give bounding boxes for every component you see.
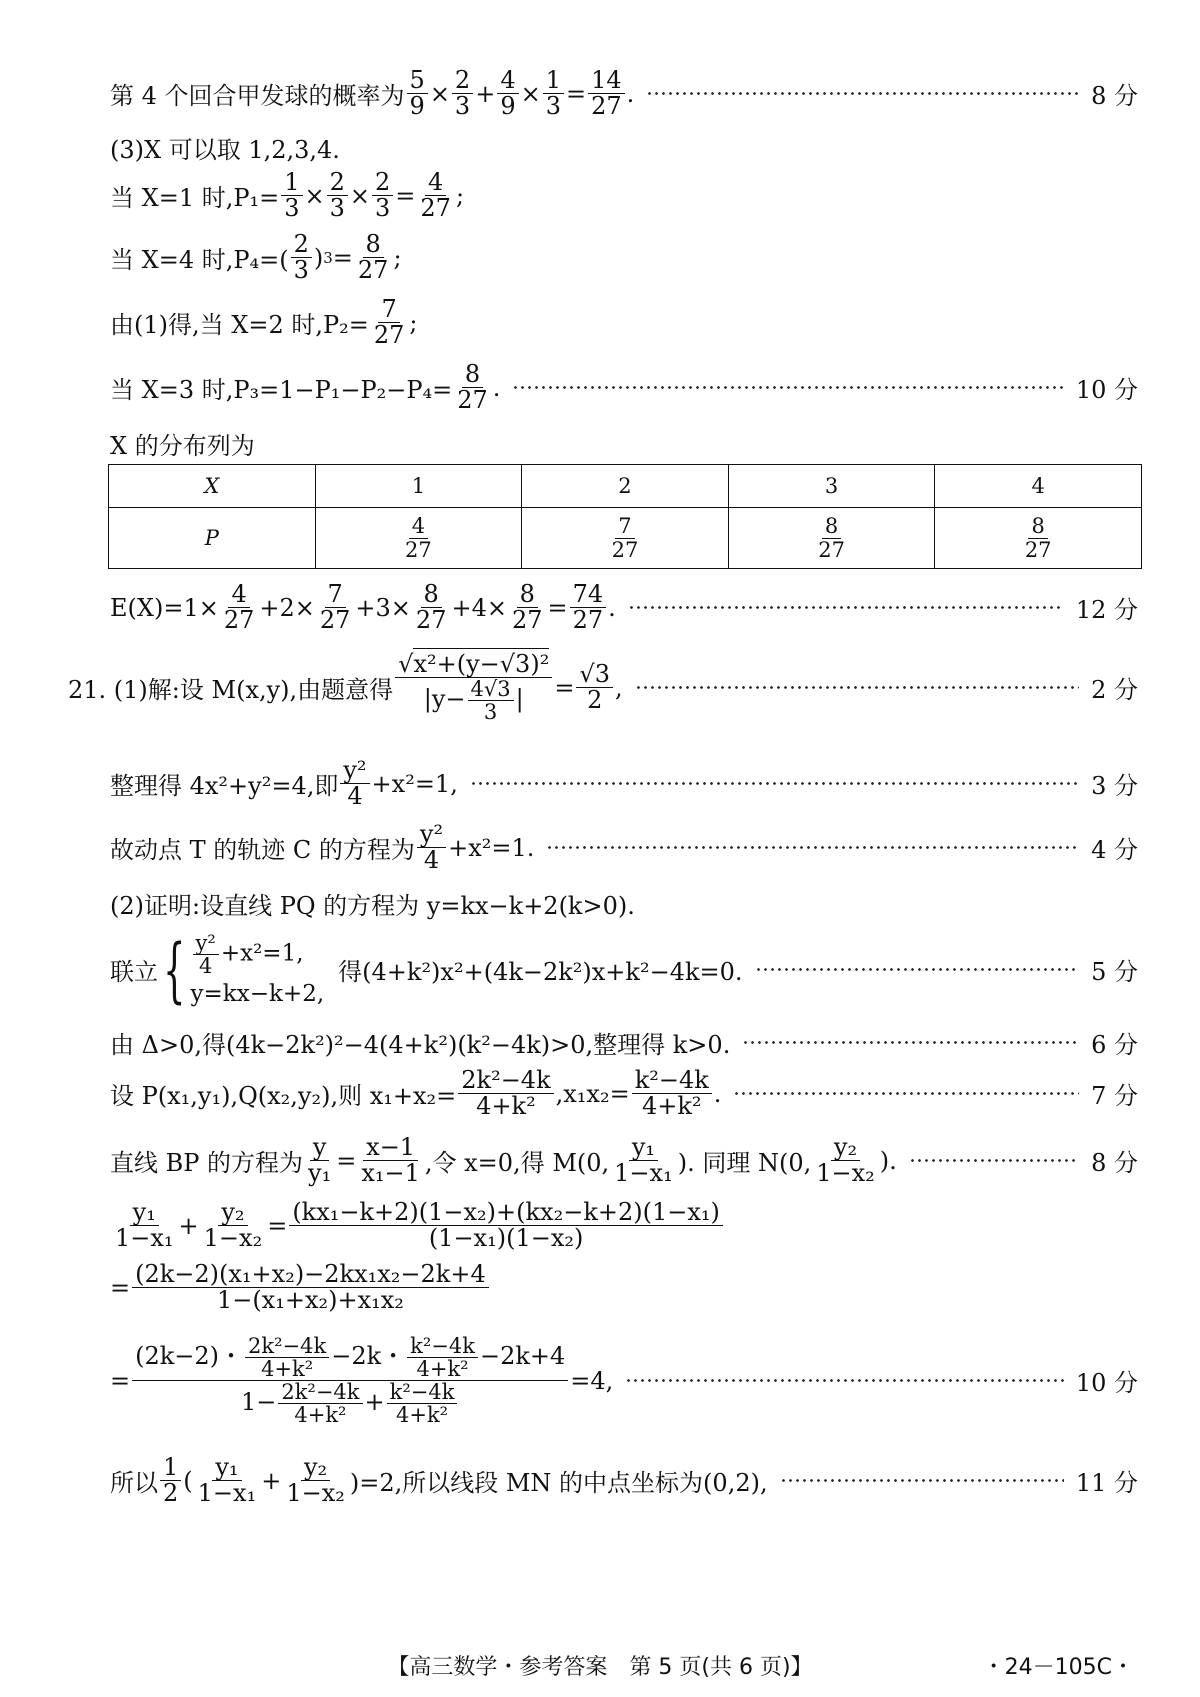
dot-leader [546, 846, 1079, 849]
text: X 的分布列为 [110, 432, 255, 460]
table-cell: 4 [935, 465, 1142, 508]
score: 12 分 [1075, 596, 1138, 625]
score: 10 分 [1075, 1369, 1138, 1398]
score: 10 分 [1075, 376, 1138, 405]
table-cell: $\frac{4}{27}$ [315, 508, 522, 569]
text: 故动点 T 的轨迹 C 的方程为 [110, 836, 415, 865]
line-simplify: 整理得 4x²+y²=4,即 $\frac{\text{y²}}{4}$ +x²=1, 3 分 [110, 756, 1138, 811]
text: 直线 BP 的方程为 [110, 1149, 304, 1178]
fraction: $\frac{1}{3}$ [543, 68, 564, 119]
dot-leader [780, 1479, 1064, 1482]
fraction: √x²+(y−√3)² |y− $\frac{4√3}{3}$ | [395, 652, 552, 723]
score: 4 分 [1091, 836, 1138, 865]
text: ). [879, 1146, 897, 1175]
text: 当 X=1 时,P₁= [110, 184, 280, 213]
distribution-table [108, 464, 1142, 569]
dot-leader [742, 1041, 1079, 1044]
score: 8 分 [1091, 82, 1138, 111]
dot-leader [628, 606, 1064, 609]
line-midpoint: 所以 $\frac{1}{2}$ ( $\frac{\text{y₁}}{\text{1−x₁}}$ + $\frac{\text{y₂}}{\text{1−x₂}}$ )=2,所以线段 MN 的中点坐标为(0,2), 11 分 [110, 1453, 1138, 1508]
dot-leader [470, 782, 1079, 785]
line-q21-part1: 21. (1)解:设 M(x,y),由题意得 √x²+(y−√3)² |y− $\frac{4√3}{3}$ | = $\frac{√3}{2}$ , 2 分 [68, 650, 1138, 725]
text: 由 Δ>0,得(4k−2k²)²−4(4+k²)(k²−4k)>0,整理得 k>0. [110, 1031, 731, 1059]
score: 8 分 [1091, 1149, 1138, 1178]
document-code: ・24－105C・ [982, 1655, 1134, 1680]
text: 21. (1)解:设 M(x,y),由题意得 [68, 676, 394, 705]
text: )=2,所以线段 MN 的中点坐标为(0,2), [349, 1469, 768, 1498]
text: 由(1)得,当 X=2 时,P₂= [110, 311, 369, 340]
table-cell: $\frac{8}{27}$ [935, 508, 1142, 569]
text: ,x₁x₂= [555, 1079, 630, 1108]
table-cell: $\frac{8}{27}$ [728, 508, 935, 569]
dot-leader [909, 1159, 1079, 1162]
fraction: $\frac{4}{9}$ [497, 68, 518, 119]
text: 设 P(x₁,y₁),Q(x₂,y₂),则 x₁+x₂= [110, 1082, 457, 1111]
page-footer: 【高三数学・参考答案 第 5 页(共 6 页)】 [387, 1655, 813, 1680]
line-sum-step1: $\frac{\text{y₁}}{\text{1−x₁}}$ + $\frac{\text{y₂}}{\text{1−x₂}}$ = $\frac{\text{(kx₁−k+2)(1−x₂)+(kx₂−k+2)(1−x₁)}}{\text{(1−x₁)(1−x₂)}}$ [110, 1200, 1138, 1251]
line-p4: 当 X=4 时,P₄=( $\frac{2}{3}$ ) 3 = $\frac{8}{27}$ ; [110, 230, 402, 285]
line-p2: 由(1)得,当 X=2 时,P₂= $\frac{7}{27}$ ; [110, 295, 418, 350]
text: E(X)=1× [110, 593, 219, 622]
table-cell: 3 [728, 465, 935, 508]
dot-leader [646, 92, 1079, 95]
score: 11 分 [1075, 1469, 1138, 1498]
line-expectation: E(X)=1× $\frac{4}{27}$ +2× $\frac{7}{27}$ +3× $\frac{8}{27}$ +4× $\frac{8}{27}$ = $\frac{74}{27}$ . 12 分 [110, 580, 1138, 635]
fraction: $\frac{5}{9}$ [407, 68, 428, 119]
text: 第 4 个回合甲发球的概率为 [110, 82, 405, 111]
table-cell: 1 [315, 465, 522, 508]
fraction: $\frac{14}{27}$ [588, 68, 625, 119]
text: 当 X=4 时,P₄=( [110, 246, 289, 275]
line-sum-step2: = $\frac{\text{(2k−2)(x₁+x₂)−2kx₁x₂−2k+4}}{\text{1−(x₁+x₂)+x₁x₂}}$ [110, 1262, 1138, 1313]
score: 7 分 [1091, 1082, 1138, 1111]
text: ). 同理 N(0, [677, 1149, 812, 1178]
dot-leader [755, 968, 1080, 971]
line-p3: 当 X=3 时,P₃=1−P₁−P₂−P₄= $\frac{8}{27}$ . 10 分 [110, 360, 1138, 415]
text: ,令 x=0,得 M(0, [424, 1149, 610, 1178]
text: (3)X 可以取 1,2,3,4. [110, 136, 340, 164]
table-row [109, 465, 1142, 508]
dot-leader [635, 686, 1079, 689]
text: 所以 [110, 1469, 158, 1498]
text: 联立 [110, 958, 158, 987]
score: 3 分 [1091, 772, 1138, 801]
line-sum-step3: = (2k−2)・ $\frac{\text{2k²−4k}}{\text{4+k²}}$ −2k・ $\frac{\text{k²−4k}}{\text{4+k²}}$ −2k+4 1− $\frac{\text{2k²−4k}}{\text{4+k²}}$ + $\frac{\text{k²−4k}}{\text{4+k²}}$ =4, 10 分 [110, 1334, 1138, 1428]
text: 得(4+k²)x²+(4k−2k²)x+k²−4k=0. [338, 958, 743, 987]
dot-leader [733, 1092, 1079, 1095]
line-distribution-title [110, 426, 1138, 461]
line-trajectory: 故动点 T 的轨迹 C 的方程为 $\frac{\text{y²}}{4}$ +x²=1. 4 分 [110, 820, 1138, 875]
score: 2 分 [1091, 676, 1138, 705]
table-cell: X [109, 465, 316, 508]
line-bp: 直线 BP 的方程为 $\frac{y}{\text{y₁}}$ = $\frac{x-1}{\text{x₁−1}}$ ,令 x=0,得 M(0, $\frac{\text{y₁}}{\text{1−x₁}}$ ). 同理 N(0, $\frac{\text{y₂}}{\text{1−x₂}}$ ). 8 分 [110, 1133, 1138, 1188]
text: 整理得 4x²+y²=4,即 [110, 772, 339, 801]
score: 5 分 [1091, 958, 1138, 987]
text: +x²=1. [448, 833, 535, 862]
table-cell: P [109, 508, 316, 569]
text: +x²=1, [371, 769, 458, 798]
score: 6 分 [1091, 1031, 1138, 1059]
table-row [109, 508, 1142, 569]
dot-leader [512, 386, 1063, 389]
line-system: 联立 { $\frac{\text{y²}}{4}$ +x²=1, y=kx−k+2, 得(4+k²)x²+(4k−2k²)x+k²−4k=0. 5 分 [110, 928, 1138, 1011]
line-x-values [110, 130, 1138, 165]
fraction: $\frac{2}{3}$ [452, 68, 473, 119]
dot-leader [625, 1379, 1064, 1382]
line-round4-probability: 第 4 个回合甲发球的概率为 $\frac{5}{9}$ × $\frac{2}{3}$ + $\frac{4}{9}$ × $\frac{1}{3}$ = $\frac{14}{27}$ . 8 分 [110, 66, 1138, 121]
table-cell: $\frac{7}{27}$ [522, 508, 729, 569]
line-vieta: 设 P(x₁,y₁),Q(x₂,y₂),则 x₁+x₂= $\frac{\text{2k²−4k}}{\text{4+k²}}$ ,x₁x₂= $\frac{\text{k²−4k}}{\text{4+k²}}$ . 7 分 [110, 1066, 1138, 1121]
table-cell: 2 [522, 465, 729, 508]
line-p1: 当 X=1 时,P₁= $\frac{1}{3}$ × $\frac{2}{3}$ × $\frac{2}{3}$ = $\frac{4}{27}$ ; [110, 168, 465, 223]
text: (2)证明:设直线 PQ 的方程为 y=kx−k+2(k>0). [110, 892, 635, 920]
line-part2 [110, 886, 1138, 921]
line-discriminant [110, 1025, 1138, 1060]
text: 当 X=3 时,P₃=1−P₁−P₂−P₄= [110, 376, 453, 405]
